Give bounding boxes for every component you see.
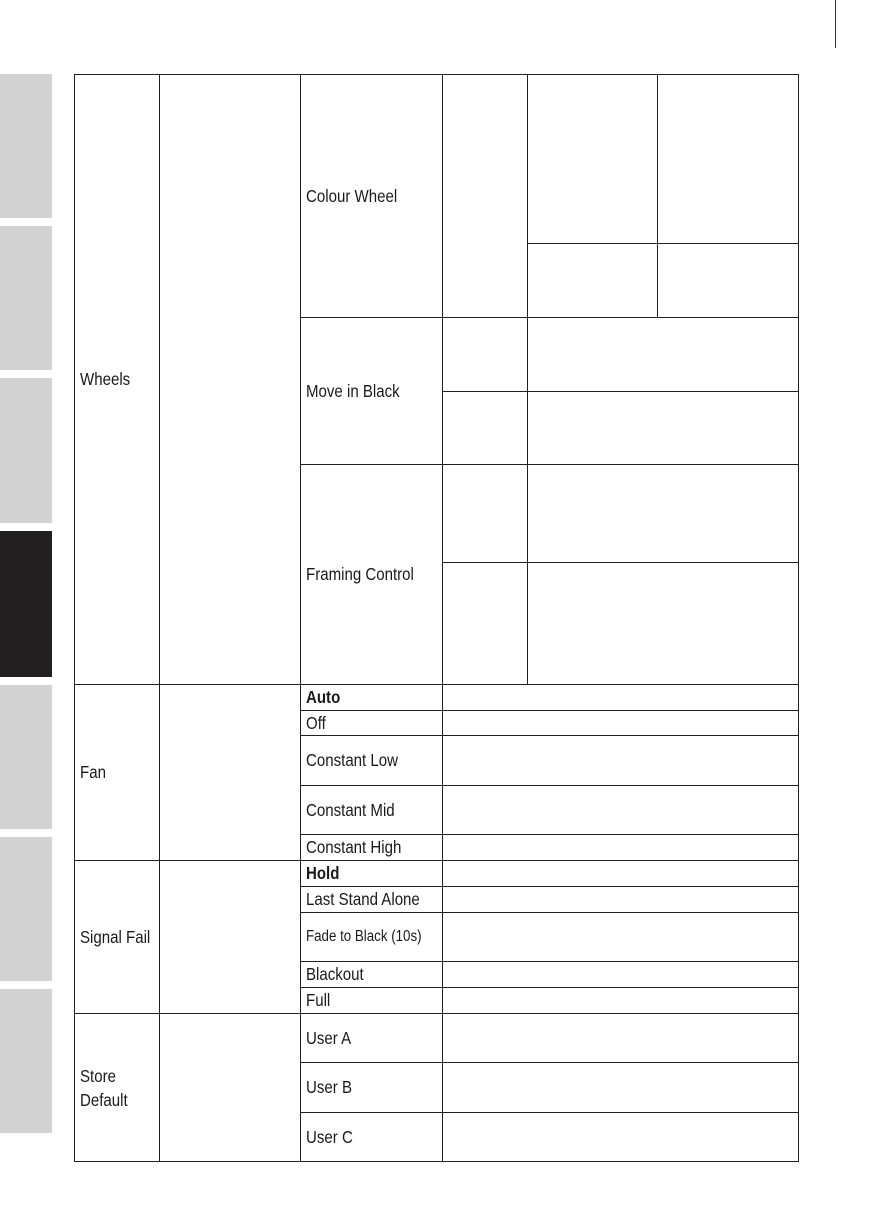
fan-option-constant-high: Constant High (300, 834, 443, 861)
store-default-label: Store Default (80, 1065, 128, 1110)
framing-control-col5-bottom (527, 562, 799, 685)
signal-fail-option-full: Full (300, 987, 443, 1014)
move-in-black-col5-bottom (527, 391, 799, 465)
side-tab-7[interactable] (0, 989, 52, 1133)
move-in-black-col5-top (527, 317, 799, 392)
colour-wheel-col6-top (657, 74, 799, 244)
signal-fail-option-last-stand-alone: Last Stand Alone (300, 886, 443, 913)
fan-option-auto: Auto (300, 684, 443, 711)
signal-fail-col2-cell (159, 860, 301, 1014)
side-tab-3[interactable] (0, 378, 52, 523)
signal-fail-option-full-desc (442, 987, 799, 1014)
wheels-col2-cell (159, 74, 301, 685)
framing-control-col4-top (442, 464, 528, 563)
colour-wheel-col6-bottom (657, 243, 799, 318)
store-default-option-user-b-desc (442, 1062, 799, 1113)
fan-label-cell (74, 684, 160, 861)
move-in-black-col4-top (442, 317, 528, 392)
signal-fail-option-hold-desc (442, 860, 799, 887)
move-in-black-cell (300, 317, 443, 465)
move-in-black-label: Move in Black (306, 380, 400, 401)
colour-wheel-col5-bottom (527, 243, 658, 318)
fan-option-constant-low-desc (442, 735, 799, 786)
fan-option-constant-mid: Constant Mid (300, 785, 443, 835)
crop-mark (835, 0, 836, 48)
signal-fail-option-last-stand-alone-desc (442, 886, 799, 913)
signal-fail-option-blackout: Blackout (300, 961, 443, 988)
fan-option-constant-high-desc (442, 834, 799, 861)
wheels-label: Wheels (80, 369, 131, 389)
store-default-option-user-c: User C (300, 1112, 443, 1162)
side-tab-4-active[interactable] (0, 531, 52, 677)
fan-option-constant-mid-desc (442, 785, 799, 835)
colour-wheel-col5-top (527, 74, 658, 244)
signal-fail-label: Signal Fail (80, 926, 151, 947)
fan-option-auto-desc (442, 684, 799, 711)
store-default-option-user-a-desc (442, 1013, 799, 1063)
signal-fail-option-fade-to-black-desc (442, 912, 799, 962)
colour-wheel-label: Colour Wheel (306, 185, 398, 206)
signal-fail-option-fade-to-black: Fade to Black (10s) (300, 912, 443, 962)
framing-control-col4-bottom (442, 562, 528, 685)
fan-col2-cell (159, 684, 301, 861)
store-default-col2-cell (159, 1013, 301, 1162)
colour-wheel-cell (300, 74, 443, 318)
fan-label: Fan (80, 762, 106, 782)
side-tab-6[interactable] (0, 837, 52, 981)
signal-fail-option-blackout-desc (442, 961, 799, 988)
side-tab-5[interactable] (0, 685, 52, 829)
framing-control-label: Framing Control (306, 564, 414, 584)
framing-control-col5-top (527, 464, 799, 563)
side-tab-1[interactable] (0, 74, 52, 218)
framing-control-cell (300, 464, 443, 685)
signal-fail-label-cell (74, 860, 160, 1014)
wheels-label-cell (74, 74, 160, 685)
store-default-option-user-b: User B (300, 1062, 443, 1113)
store-default-option-user-a: User A (300, 1013, 443, 1063)
store-default-label-cell (74, 1013, 160, 1162)
move-in-black-col4-bottom (442, 391, 528, 465)
fan-option-constant-low: Constant Low (300, 735, 443, 786)
colour-wheel-col4-cell (442, 74, 528, 318)
fan-option-off-desc (442, 710, 799, 736)
fan-option-off: Off (300, 710, 443, 736)
store-default-option-user-c-desc (442, 1112, 799, 1162)
signal-fail-option-hold: Hold (300, 860, 443, 887)
side-tab-2[interactable] (0, 226, 52, 370)
